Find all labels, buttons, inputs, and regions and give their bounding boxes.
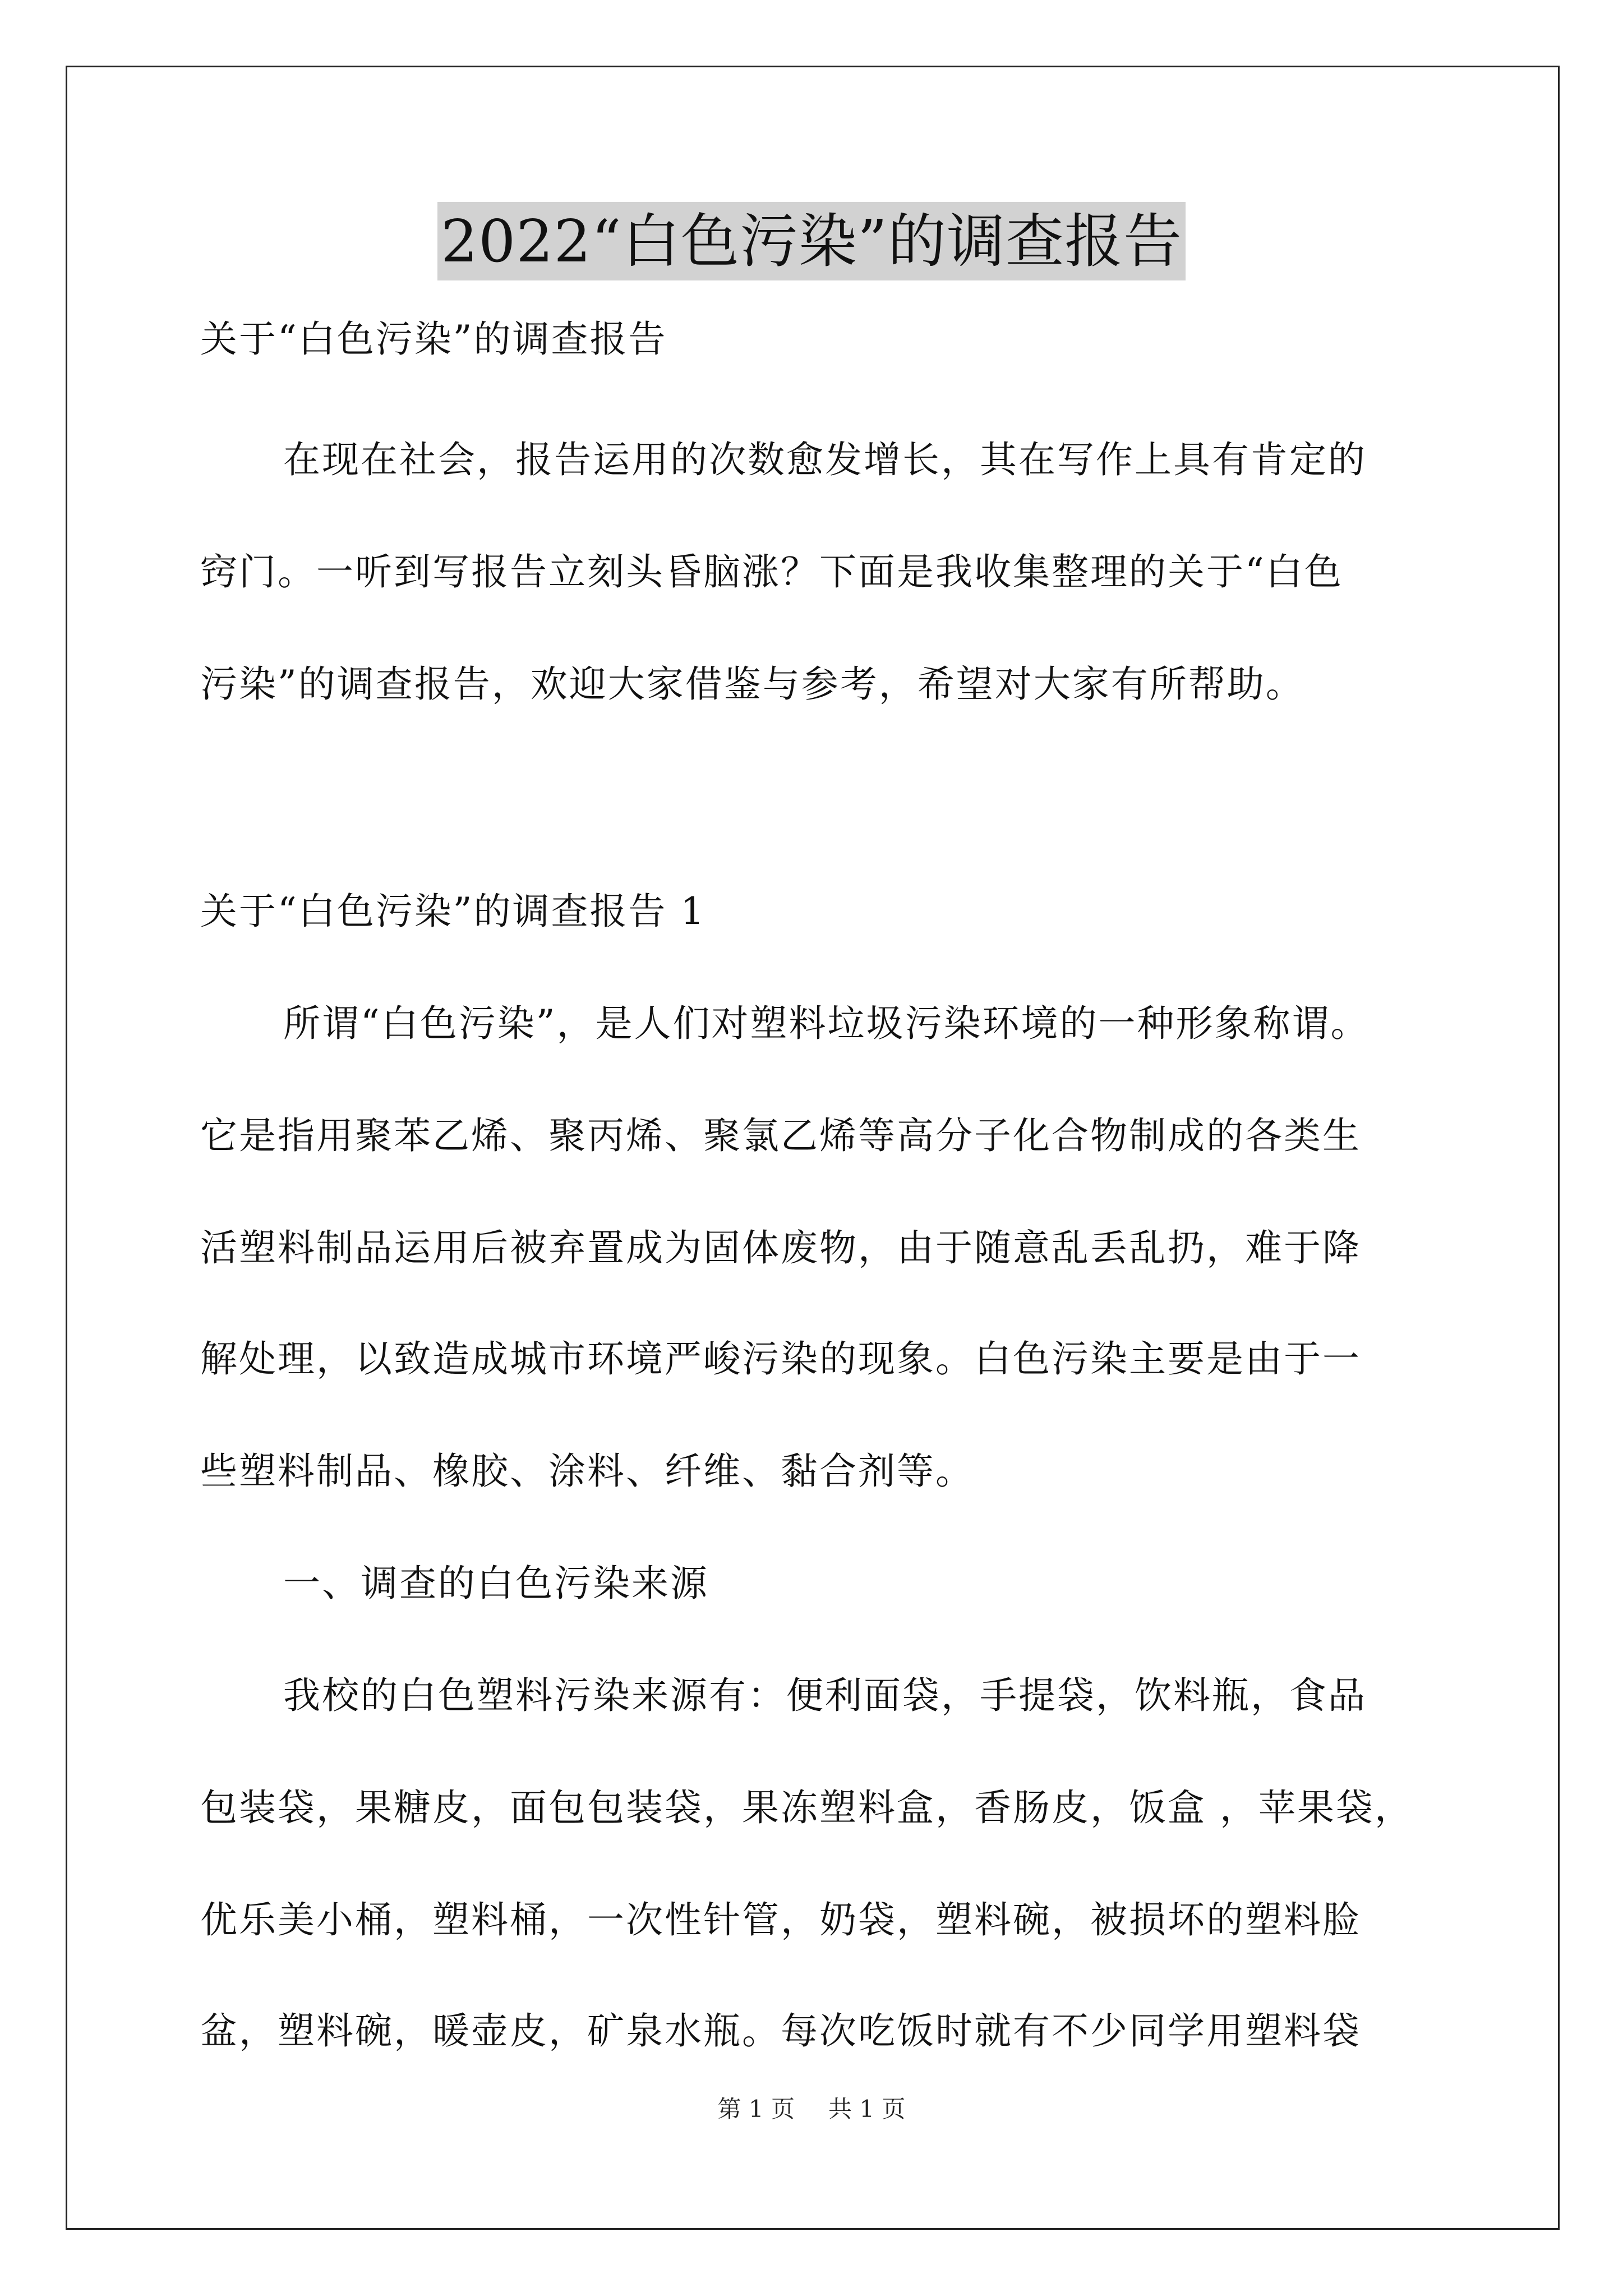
paragraph-line: 优乐美小桶，塑料桶，一次性针管，奶袋，塑料碗，被损坏的塑料脸: [200, 1898, 1361, 1941]
paragraph-line: 盆，塑料碗，暖壶皮，矿泉水瓶。每次吃饭时就有不少同学用塑料袋: [200, 2009, 1361, 2053]
paragraph-line: 所谓“白色污染”，是人们对塑料垃圾污染环境的一种形象称谓。: [283, 1002, 1370, 1045]
paragraph-line: 解处理，以致造成城市环境严峻污染的现象。白色污染主要是由于一: [200, 1337, 1361, 1381]
page-total: 共 1 页: [828, 2095, 906, 2123]
document-title: 2022“白色污染”的调查报告: [437, 202, 1186, 280]
section-heading: 关于“白色污染”的调查报告 1: [200, 890, 706, 933]
paragraph-line: 在现在社会，报告运用的次数愈发增长，其在写作上具有肯定的: [283, 438, 1367, 481]
page-number: 第 1 页: [717, 2095, 795, 2123]
paragraph-line: 我校的白色塑料污染来源有：便利面袋，手提袋，饮料瓶，食品: [283, 1674, 1367, 1717]
paragraph-line: 窍门。一听到写报告立刻头昏脑涨？下面是我收集整理的关于“白色: [200, 550, 1343, 593]
paragraph-line: 些塑料制品、橡胶、涂料、纤维、黏合剂等。: [200, 1450, 974, 1493]
page-footer: [0, 2092, 1623, 2126]
title-container: [0, 202, 1623, 280]
paragraph-line: 包装袋，果糖皮，面包包装袋，果冻塑料盒，香肠皮，饭盒 ，苹果袋，: [200, 1786, 1413, 1829]
paragraph-line: 污染”的调查报告，欢迎大家借鉴与参考，希望对大家有所帮助。: [200, 662, 1304, 706]
heading-line: 关于“白色污染”的调查报告: [200, 318, 667, 361]
paragraph-line: 活塑料制品运用后被弃置成为固体废物，由于随意乱丢乱扔，难于降: [200, 1226, 1361, 1269]
paragraph-line: 它是指用聚苯乙烯、聚丙烯、聚氯乙烯等高分子化合物制成的各类生: [200, 1114, 1361, 1157]
subsection-heading: 一、调查的白色污染来源: [283, 1562, 709, 1605]
